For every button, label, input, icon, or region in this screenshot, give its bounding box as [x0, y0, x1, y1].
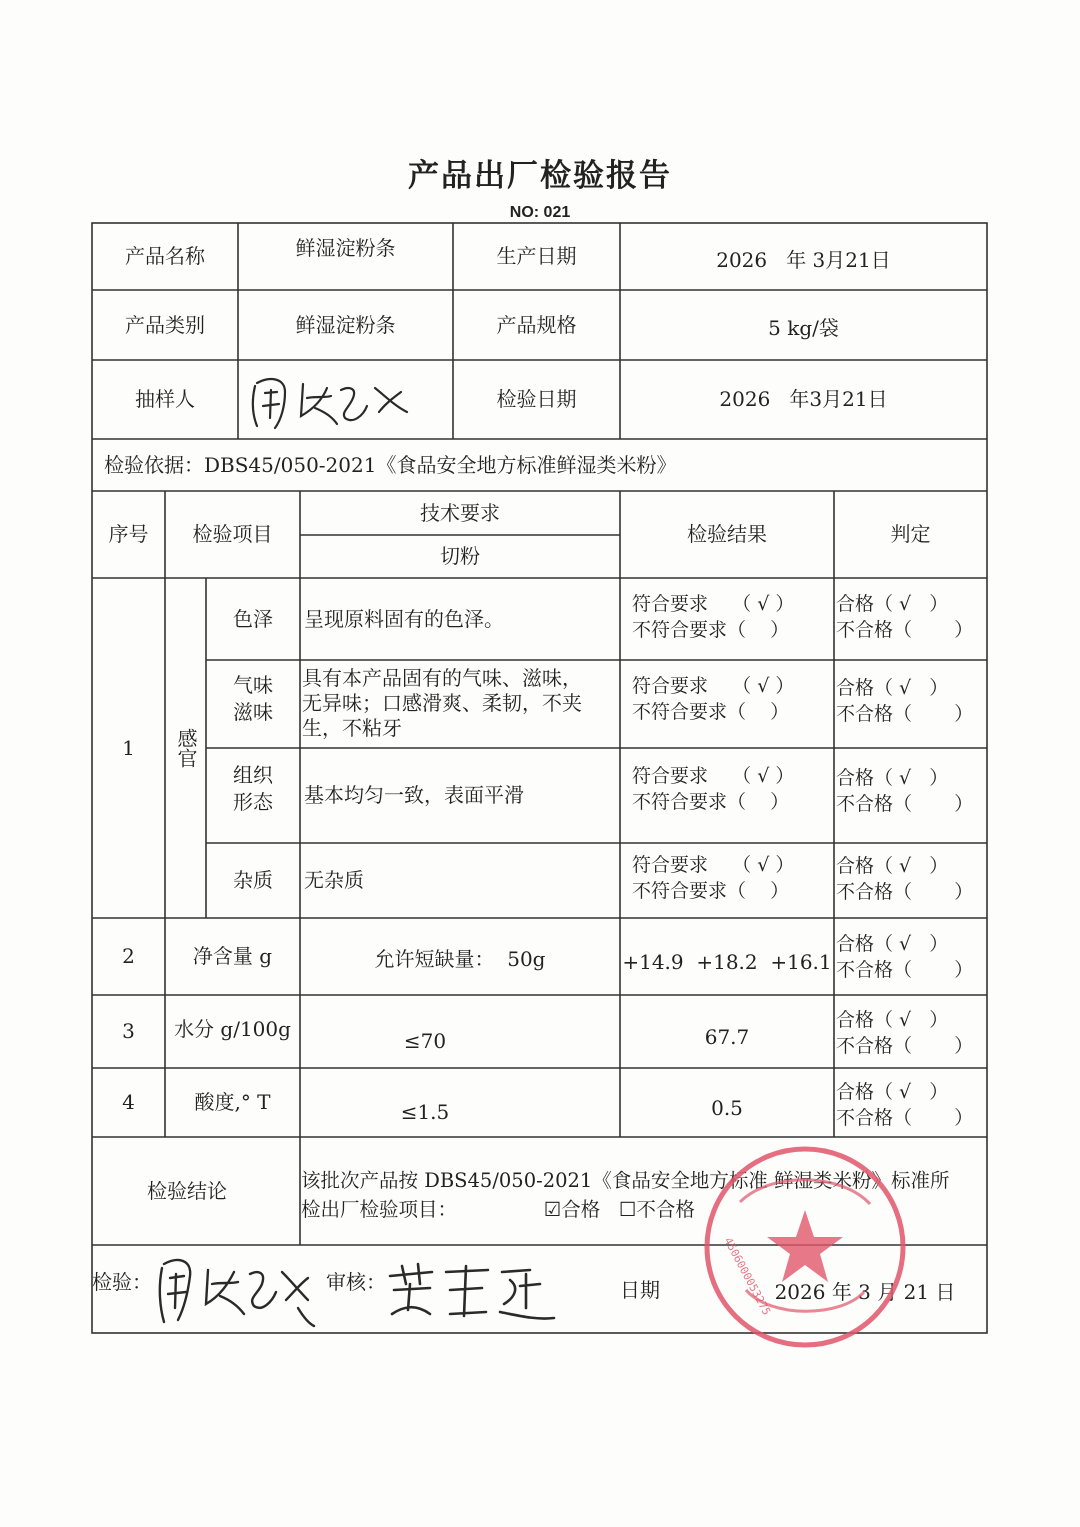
inspection-basis: 检验依据：DBS45/050-2021《食品安全地方标准鲜湿类米粉》: [104, 452, 677, 477]
conclusion-line2-text: 检出厂检验项目：: [301, 1198, 458, 1222]
row-judge: [836, 1080, 986, 1142]
judge-pass-option: 合格（ √ ）: [836, 1009, 949, 1031]
item-line: 气味: [233, 673, 273, 697]
product-name-value: 鲜湿淀粉条: [295, 235, 396, 260]
judge-fail-option: 不合格（ ）: [836, 880, 974, 903]
sensory-item-texture: [206, 748, 300, 843]
production-date-value: 2026 年 3月21日: [716, 247, 891, 272]
company-seal: [700, 1142, 910, 1352]
row-item: 水分 g/100g: [174, 1016, 291, 1041]
conclusion-label: 检验结论: [147, 1178, 227, 1203]
result-pass-option: 符合要求 （ √ ）: [632, 675, 795, 697]
inspection-date-label: 检验日期: [496, 387, 577, 411]
pass-checkbox: ☑合格: [543, 1198, 601, 1222]
sensory-result-texture: [632, 764, 832, 826]
judge-pass-option: 合格（ √ ）: [836, 677, 949, 699]
row-item: 净含量 g: [192, 944, 273, 968]
row-result: 0.5: [711, 1095, 743, 1120]
product-spec-label: 产品规格: [496, 312, 577, 337]
report-title: 产品出厂检验报告: [408, 158, 672, 194]
product-category-value: 鲜湿淀粉条: [295, 312, 396, 337]
row-result: 67.7: [704, 1024, 750, 1049]
row-seq: 4: [122, 1090, 135, 1114]
product-category-label: 产品类别: [125, 312, 205, 337]
result-fail-option: 不符合要求（ ）: [632, 879, 790, 902]
result-fail-option: 不符合要求（ ）: [632, 790, 790, 813]
inspector-signature: [148, 1248, 318, 1328]
conclusion-line: 该批次产品按 DBS45/050-2021《食品安全地方标准 鲜湿类米粉》标准所: [301, 1169, 950, 1192]
item-line: 形态: [233, 790, 273, 814]
sensory-result-impurity: [632, 853, 832, 915]
result-pass-option: 符合要求 （ √ ）: [632, 593, 795, 615]
reviewer-label: 审核：: [326, 1269, 386, 1294]
header-tech-sub: 切粉: [440, 544, 480, 568]
product-name-label: 产品名称: [125, 244, 205, 268]
judge-pass-option: 合格（ √ ）: [836, 855, 949, 877]
sampler-signature: [245, 368, 415, 432]
result-fail-option: 不符合要求（ ）: [632, 700, 790, 723]
judge-pass-option: 合格（ √ ）: [836, 933, 949, 955]
row-judge: [836, 1008, 986, 1070]
header-item: 检验项目: [192, 522, 273, 546]
sensory-item-impurity: 杂质: [233, 868, 273, 892]
row-requirement: ≤70: [403, 1029, 447, 1053]
sensory-item-odor: [206, 660, 300, 748]
sensory-judge-texture: [836, 766, 986, 828]
fail-checkbox: ☐不合格: [618, 1198, 695, 1222]
sensory-result-color: [632, 592, 832, 654]
sensory-req-texture: 基本均匀一致，表面平滑: [304, 783, 524, 807]
header-seq: 序号: [108, 522, 149, 546]
header-judge: 判定: [890, 522, 931, 546]
judge-pass-option: 合格（ √ ）: [836, 1081, 949, 1103]
sensory-judge-impurity: [836, 854, 986, 916]
req-line: 生，不粘牙: [302, 716, 402, 740]
report-number: NO: 021: [509, 204, 571, 221]
sensory-item-color: 色泽: [233, 606, 273, 631]
result-pass-option: 符合要求 （ √ ）: [632, 765, 795, 787]
sensory-group-label: 感官: [174, 728, 198, 768]
result-fail-option: 不符合要求（ ）: [632, 618, 790, 641]
date-label: 日期: [620, 1277, 660, 1302]
header-result: 检验结果: [687, 522, 767, 546]
judge-fail-option: 不合格（ ）: [836, 958, 974, 981]
sensory-seq: 1: [122, 735, 135, 760]
product-spec-value: 5 kg/袋: [768, 315, 839, 340]
sensory-judge-odor: [836, 676, 986, 738]
row-item: 酸度,° T: [194, 1090, 271, 1114]
inspection-date-value: 2026 年3月21日: [719, 387, 888, 411]
judge-fail-option: 不合格（ ）: [836, 702, 974, 725]
sensory-req-color: 呈现原料固有的色泽。: [304, 606, 504, 631]
row-judge: [836, 932, 986, 994]
item-line: 滋味: [233, 700, 273, 724]
row-seq: 2: [122, 944, 135, 968]
sampler-label: 抽样人: [135, 387, 195, 411]
sensory-req-odor: [302, 666, 620, 748]
row-seq: 3: [122, 1019, 135, 1043]
judge-pass-option: 合格（ √ ）: [836, 593, 949, 615]
judge-pass-option: 合格（ √ ）: [836, 767, 949, 789]
header-tech: 技术要求: [420, 500, 500, 525]
date-value: 2026 年 3 月 21 日: [774, 1279, 956, 1304]
judge-fail-option: 不合格（ ）: [836, 1106, 974, 1129]
judge-fail-option: 不合格（ ）: [836, 792, 974, 815]
sensory-judge-color: [836, 592, 986, 654]
inspector-label: 检验：: [92, 1269, 152, 1294]
req-line: 具有本产品固有的气味、滋味，: [302, 666, 582, 690]
sensory-result-odor: [632, 674, 832, 736]
sensory-req-impurity: 无杂质: [304, 868, 364, 892]
row-result: +14.9 +18.2 +16.1: [622, 949, 832, 974]
production-date-label: 生产日期: [496, 244, 577, 268]
seal-number: 4506000053275: [721, 1235, 774, 1318]
row-requirement: ≤1.5: [400, 1100, 450, 1124]
judge-fail-option: 不合格（ ）: [836, 618, 974, 641]
result-pass-option: 符合要求 （ √ ）: [632, 854, 795, 876]
reviewer-signature: [380, 1258, 560, 1328]
item-line: 组织: [233, 763, 273, 787]
req-line: 无异味；口感滑爽、柔韧，不夹: [302, 691, 582, 715]
judge-fail-option: 不合格（ ）: [836, 1034, 974, 1057]
row-requirement: 允许短缺量： 50g: [374, 946, 546, 971]
